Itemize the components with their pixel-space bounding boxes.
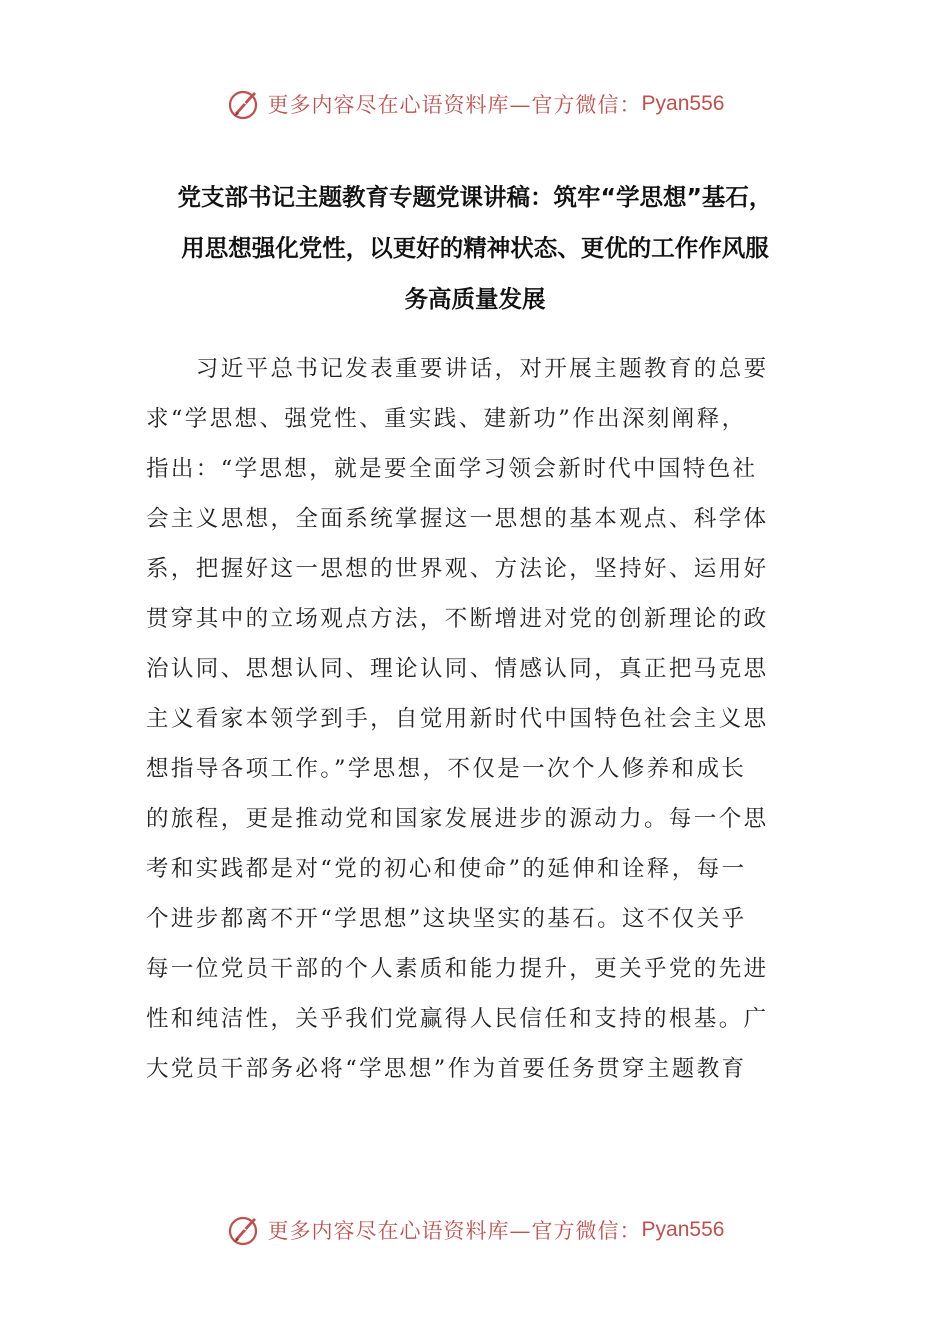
title-line: 党支部书记主题教育专题党课讲稿：筑牢“学思想”基石， <box>177 183 773 211</box>
body-line: 考和实践都是对“党的初心和使命”的延伸和诠释，每一 <box>146 856 747 882</box>
body-paragraph <box>146 344 796 1094</box>
body-line: 求“学思想、强党性、重实践、建新功”作出深刻阐释， <box>146 406 747 432</box>
body-line: 指出：“学思想，就是要全面学习领会新时代中国特色社 <box>146 456 758 482</box>
body-line: 想指导各项工作。”学思想，不仅是一次个人修养和成长 <box>146 756 747 782</box>
body-line: 大党员干部务必将“学思想”作为首要任务贯穿主题教育 <box>146 1056 747 1082</box>
body-line: 主义看家本领学到手，自觉用新时代中国特色社会主义思 <box>146 706 769 732</box>
body-line: 习近平总书记发表重要讲话，对开展主题教育的总要 <box>146 356 769 382</box>
body-line: 系，把握好这一思想的世界观、方法论，坚持好、运用好 <box>146 556 769 582</box>
footer-banner <box>0 1210 950 1250</box>
wechat-id: Pyan556 <box>641 1218 725 1241</box>
banner-text: 更多内容尽在心语资料库—官方微信： <box>267 93 642 117</box>
body-line: 贯穿其中的立场观点方法，不断增进对党的创新理论的政 <box>146 606 769 632</box>
title-line: 用思想强化党性，以更好的精神状态、更优的工作作风服 <box>181 234 769 262</box>
document-title <box>130 172 820 325</box>
pen-circle-logo-icon <box>226 1212 262 1248</box>
header-banner <box>0 84 950 124</box>
body-line: 性和纯洁性，关乎我们党赢得人民信任和支持的根基。广 <box>146 1006 769 1032</box>
pen-circle-logo-icon <box>226 86 262 122</box>
wechat-id: Pyan556 <box>641 92 725 115</box>
banner-text: 更多内容尽在心语资料库—官方微信： <box>267 1219 642 1243</box>
body-line: 会主义思想，全面系统掌握这一思想的基本观点、科学体 <box>146 506 769 532</box>
body-line: 个进步都离不开“学思想”这块坚实的基石。这不仅关乎 <box>146 906 747 932</box>
body-line: 的旅程，更是推动党和国家发展进步的源动力。每一个思 <box>146 806 769 832</box>
body-line: 治认同、思想认同、理论认同、情感认同，真正把马克思 <box>146 656 769 682</box>
body-line: 每一位党员干部的个人素质和能力提升，更关乎党的先进 <box>146 956 769 982</box>
title-line: 务高质量发展 <box>404 285 546 313</box>
